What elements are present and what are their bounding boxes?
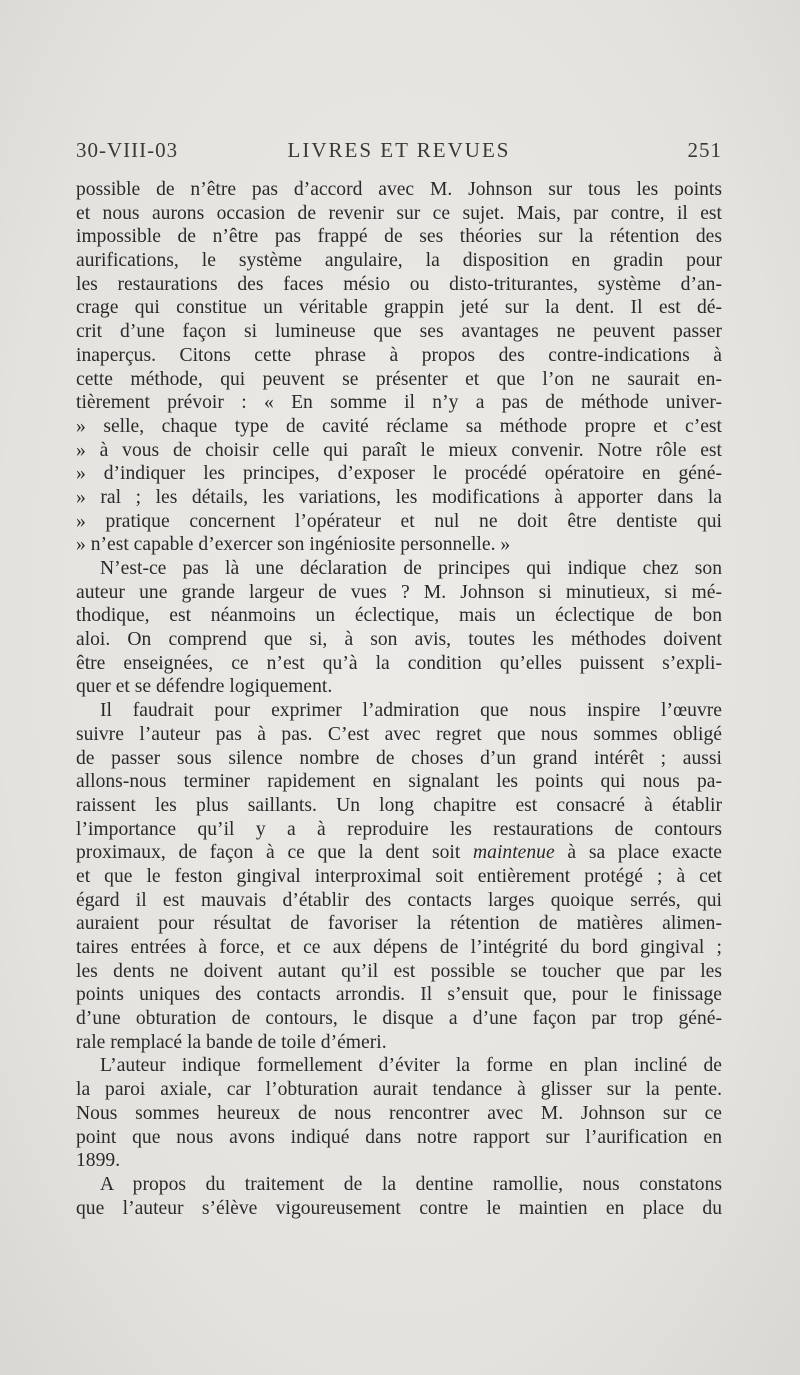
- text-line: allons-nous terminer rapidement en signalant les points qui nous pa-: [76, 771, 722, 793]
- text-line: thodique, est néanmoins un éclectique, mais un éclectique de bon: [76, 605, 722, 627]
- text-line: la paroi axiale, car l’obturation aurait tendance à glisser sur la pente.: [76, 1079, 722, 1101]
- text-line: l’importance qu’il y a à reproduire les restaurations de contours: [76, 818, 722, 840]
- text-line: crage qui constitue un véritable grappin jeté sur la dent. Il est dé-: [76, 297, 722, 319]
- text-line: cette méthode, qui peuvent se présenter et que l’on ne saurait en-: [76, 368, 722, 390]
- text-line: points uniques des contacts arrondis. Il s’ensuit que, pour le finissage: [76, 984, 722, 1006]
- text-line: d’une obturation de contours, le disque a d’une façon par trop géné-: [76, 1008, 722, 1030]
- text-line: les dents ne doivent autant qu’il est possible se toucher que par les: [76, 960, 722, 982]
- text-line: inaperçus. Citons cette phrase à propos des contre-indications à: [76, 344, 722, 366]
- text-line: Il faudrait pour exprimer l’admiration que nous inspire l’œuvre: [100, 700, 722, 722]
- section-title: LIVRES ET REVUES: [287, 138, 511, 162]
- text-line: impossible de n’être pas frappé de ses théories sur la rétention des: [76, 226, 722, 248]
- text-line: les restaurations des faces mésio ou disto-triturantes, système d’an-: [76, 273, 722, 295]
- text-line: L’auteur indique formellement d’éviter la forme en plan incliné de: [100, 1055, 722, 1077]
- running-head: [76, 138, 722, 168]
- text-line: taires entrées à force, et ce aux dépens de l’intégrité du bord gingival ;: [76, 937, 722, 958]
- text-line: aloi. On comprend que si, à son avis, toutes les méthodes doivent: [76, 629, 722, 651]
- text-line: crit d’une façon si lumineuse que ses avantages ne peuvent passer: [76, 321, 722, 343]
- text-line: point que nous avons indiqué dans notre rapport sur l’aurification en: [76, 1126, 722, 1148]
- text-line: » ral ; les détails, les variations, les modifications à apporter dans la: [76, 486, 722, 508]
- text-line: » d’indiquer les principes, d’exposer le procédé opératoire en géné-: [76, 463, 722, 485]
- text-line: et nous aurons occasion de revenir sur ce sujet. Mais, par contre, il est: [76, 202, 722, 224]
- text-line: quer et se défendre logiquement.: [76, 676, 333, 698]
- text-line: proximaux, de façon à ce que la dent soit maintenue à sa place exacte: [76, 842, 722, 864]
- text-line: que l’auteur s’élève vigoureusement contre le maintien en place du: [76, 1197, 722, 1219]
- text-line: aurifications, le système angulaire, la disposition en gradin pour: [76, 250, 722, 272]
- text-line: suivre l’auteur pas à pas. C’est avec regret que nous sommes obligé: [76, 723, 722, 745]
- text-line: de passer sous silence nombre de choses d’un grand intérêt ; aussi: [76, 747, 722, 769]
- text-line: Nous sommes heureux de nous rencontrer avec M. Johnson sur ce: [76, 1102, 722, 1124]
- text-line: » n’est capable d’exercer son ingéniosite personnelle. »: [76, 534, 511, 556]
- text-line: raissent les plus saillants. Un long chapitre est consacré à établir: [76, 794, 722, 816]
- body-text: [76, 178, 722, 1220]
- text-line: et que le feston gingival interproximal soit entièrement protégé ; à cet: [76, 865, 722, 887]
- text-line: 1899.: [76, 1150, 121, 1172]
- text-line: égard il est mauvais d’établir des contacts larges quoique serrés, qui: [76, 889, 722, 911]
- issue-date: 30-VIII-03: [76, 138, 179, 162]
- text-line: » selle, chaque type de cavité réclame sa méthode propre et c’est: [76, 415, 722, 437]
- text-line: auraient pour résultat de favoriser la rétention de matières alimen-: [76, 913, 722, 935]
- text-line: possible de n’être pas d’accord avec M. Johnson sur tous les points: [76, 179, 722, 200]
- text-line: rale remplacé la bande de toile d’émeri.: [76, 1031, 387, 1053]
- text-line: auteur une grande largeur de vues ? M. Johnson si minutieux, si mé-: [76, 581, 722, 603]
- text-line: être enseignées, ce n’est qu’à la condition qu’elles puissent s’expli-: [76, 652, 722, 674]
- text-line: A propos du traitement de la dentine ramollie, nous constatons: [100, 1173, 722, 1195]
- text-line: tièrement prévoir : « En somme il n’y a pas de méthode univer-: [76, 392, 722, 414]
- text-line: N’est-ce pas là une déclaration de principes qui indique chez son: [100, 558, 722, 579]
- text-line: » à vous de choisir celle qui paraît le mieux convenir. Notre rôle est: [76, 439, 722, 461]
- text-line: » pratique concernent l’opérateur et nul ne doit être dentiste qui: [76, 510, 722, 532]
- page-number: 251: [687, 138, 722, 162]
